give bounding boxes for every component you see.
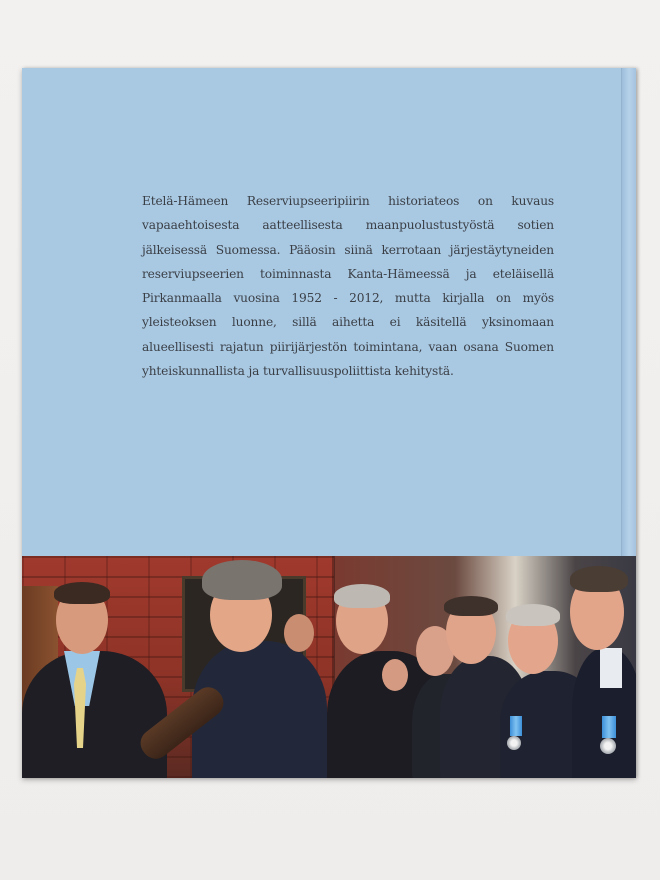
cover-photo <box>22 556 636 778</box>
photo-person-7-hair <box>444 596 498 616</box>
photo-medal-ribbon-1 <box>510 716 522 736</box>
back-cover-blurb: Etelä-Hämeen Reserviupseeripiirin historiateos on kuvaus vapaaehtoisesta aatteellisesta maanpuolustustyöstä sotien jälkeisessä Suomessa. Pääosin siinä kerrotaan järjestäytyneiden reserviupseerien toiminnasta Kanta-Hämeessä ja eteläisellä Pirkanmaalla vuosina 1952 - 2012, mutta kirjalla on myös yleisteoksen luonne, sillä aihetta ei käsitellä yksinomaan alueellisesti rajatun piirijärjestön toimintana, vaan osana Suomen yhteiskunnallista ja turvallisuuspoliittista kehitystä. <box>142 194 554 379</box>
photo-person-9-hair <box>570 566 628 592</box>
photo-person-1-hair <box>54 582 110 604</box>
photo-person-4-hair <box>334 584 390 608</box>
photo-person-3-head <box>284 614 314 652</box>
book-back-cover <box>22 68 636 778</box>
spine-edge <box>621 68 636 556</box>
cover-blue-panel <box>22 68 636 556</box>
photo-medal-2 <box>600 738 616 754</box>
photo-person-5-head <box>382 659 408 691</box>
photo-person-2-hair <box>202 560 282 600</box>
photo-medal-1 <box>507 736 521 750</box>
photo-person-9-shirt <box>600 648 622 688</box>
photo-person-8-hair <box>506 604 560 626</box>
photo-medal-ribbon-2 <box>602 716 616 738</box>
